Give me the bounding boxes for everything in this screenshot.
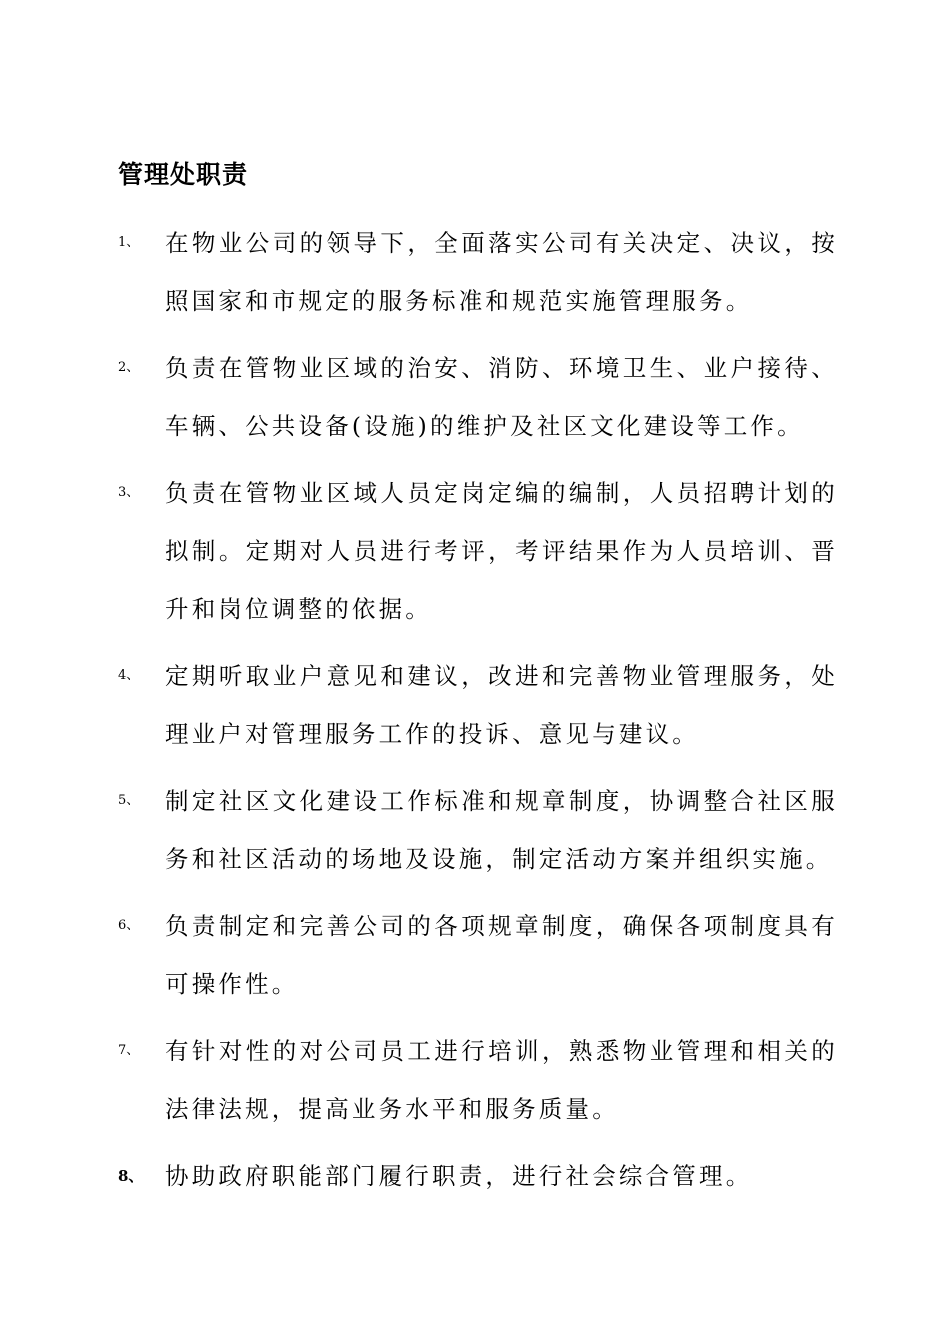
duty-number: 5、 — [118, 793, 140, 808]
duty-item-7 — [118, 1022, 838, 1138]
duty-item-1 — [118, 214, 838, 330]
duty-text: 负责制定和完善公司的各项规章制度，确保各项制度具有可操作性。 — [165, 912, 838, 998]
duty-text: 在物业公司的领导下，全面落实公司有关决定、决议，按照国家和市规定的服务标准和规范实施管理服务。 — [165, 229, 838, 315]
duty-item-8 — [118, 1147, 838, 1205]
duty-text: 负责在管物业区域的治安、消防、环境卫生、业户接待、车辆、公共设备(设施)的维护及社区文化建设等工作。 — [165, 354, 838, 440]
document-title: 管理处职责 — [118, 160, 249, 189]
duty-number: 7、 — [118, 1043, 140, 1058]
duty-item-5 — [118, 772, 838, 888]
duty-item-6 — [118, 897, 838, 1013]
duty-number: 8、 — [118, 1167, 144, 1185]
duty-number: 2、 — [118, 360, 140, 375]
duty-number: 6、 — [118, 918, 140, 933]
duty-text: 有针对性的对公司员工进行培训，熟悉物业管理和相关的法律法规，提高业务水平和服务质量。 — [165, 1037, 838, 1123]
duty-item-4 — [118, 647, 838, 763]
duty-number: 4、 — [118, 668, 140, 683]
duty-text: 制定社区文化建设工作标准和规章制度，协调整合社区服务和社区活动的场地及设施，制定活动方案并组织实施。 — [165, 787, 838, 873]
duty-number: 1、 — [118, 235, 140, 250]
duty-text: 定期听取业户意见和建议，改进和完善物业管理服务，处理业户对管理服务工作的投诉、意见与建议。 — [165, 662, 838, 748]
duty-text: 协助政府职能部门履行职责，进行社会综合管理。 — [165, 1162, 753, 1190]
duty-item-3 — [118, 464, 838, 638]
duty-text: 负责在管物业区域人员定岗定编的编制，人员招聘计划的拟制。定期对人员进行考评，考评结果作为人员培训、晋升和岗位调整的依据。 — [165, 479, 838, 623]
duty-item-2 — [118, 339, 838, 455]
duty-number: 3、 — [118, 485, 140, 500]
duty-list — [118, 214, 838, 1214]
